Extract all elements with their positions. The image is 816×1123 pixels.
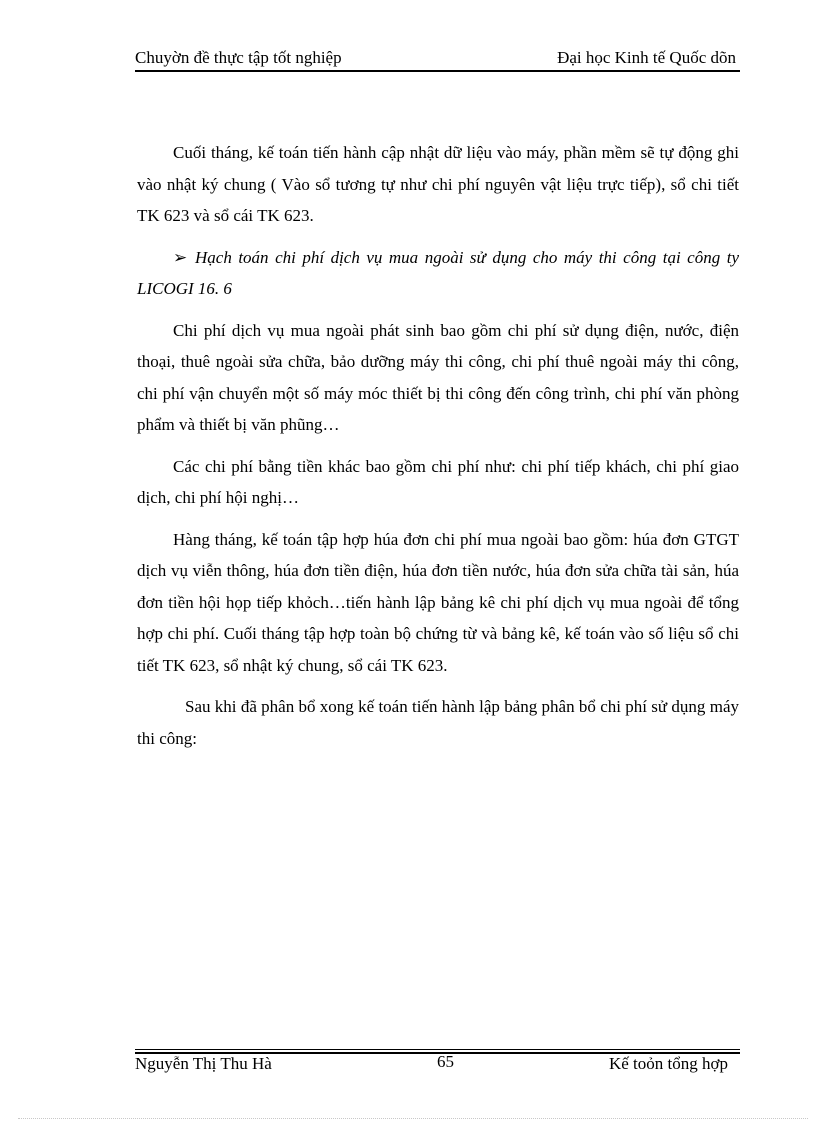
page-footer [135, 1054, 740, 1078]
page-edge-divider [18, 1118, 808, 1119]
bullet-heading-text: Hạch toán chi phí dịch vụ mua ngoài sử dụng cho máy thi công tại công ty LICOGI 16. 6 [137, 247, 739, 298]
footer-divider [135, 1049, 740, 1050]
paragraph-1: Cuối tháng, kế toán tiến hành cập nhật dữ liệu vào máy, phần mềm sẽ tự động ghi vào nhật ký chung ( Vào sổ tương tự như chi phí nguyên vật liệu trực tiếp), sổ chi tiết TK 623 và sổ cái TK 623. [137, 143, 739, 225]
paragraph-3: Các chi phí bằng tiền khác bao gồm chi phí như: chi phí tiếp khách, chi phí giao dịch, chi phí hội nghị… [137, 456, 739, 507]
paragraph-4: Hàng tháng, kế toán tập hợp húa đơn chi phí mua ngoài bao gồm: húa đơn GTGT dịch vụ viễn thông, húa đơn tiền điện, húa đơn tiền nước, húa đơn sửa chữa tài sản, húa đơn tiền hội họp tiếp khỏch…tiến hành lập bảng kê chi phí dịch vụ mua ngoài để tổng hợp chi phí. Cuối tháng tập hợp toàn bộ chứng từ và bảng kê, kế toán vào số liệu sổ chi tiết TK 623, sổ nhật ký chung, sổ cái TK 623. [137, 529, 739, 675]
arrow-bullet-icon: ➢ [173, 247, 188, 267]
paragraph-5: Sau khi đã phân bổ xong kế toán tiến hành lập bảng phân bổ chi phí sử dụng máy thi công: [137, 697, 739, 748]
paragraph-2: Chi phí dịch vụ mua ngoài phát sinh bao gồm chi phí sử dụng điện, nước, điện thoại, thuê ngoài sửa chữa, bảo dưỡng máy thi công, chi phí thuê ngoài máy thi công, chi phí vận chuyển một số máy móc thiết bị thi công đến công trình, chi phí văn phòng phẩm và thiết bị văn phũng… [137, 320, 739, 434]
page-body [137, 137, 739, 764]
bullet-heading [137, 242, 739, 305]
header-divider [135, 70, 740, 72]
header-university: Đại học Kinh tế Quốc dõn [557, 48, 736, 67]
page-number: 65 [437, 1052, 454, 1071]
footer-class: Kế toỏn tổng hợp [608, 1054, 728, 1073]
footer-author: Nguyễn Thị Thu Hà [135, 1054, 272, 1073]
header-title: Chuyờn đề thực tập tốt nghiệp [135, 48, 342, 67]
page-header [135, 48, 740, 70]
